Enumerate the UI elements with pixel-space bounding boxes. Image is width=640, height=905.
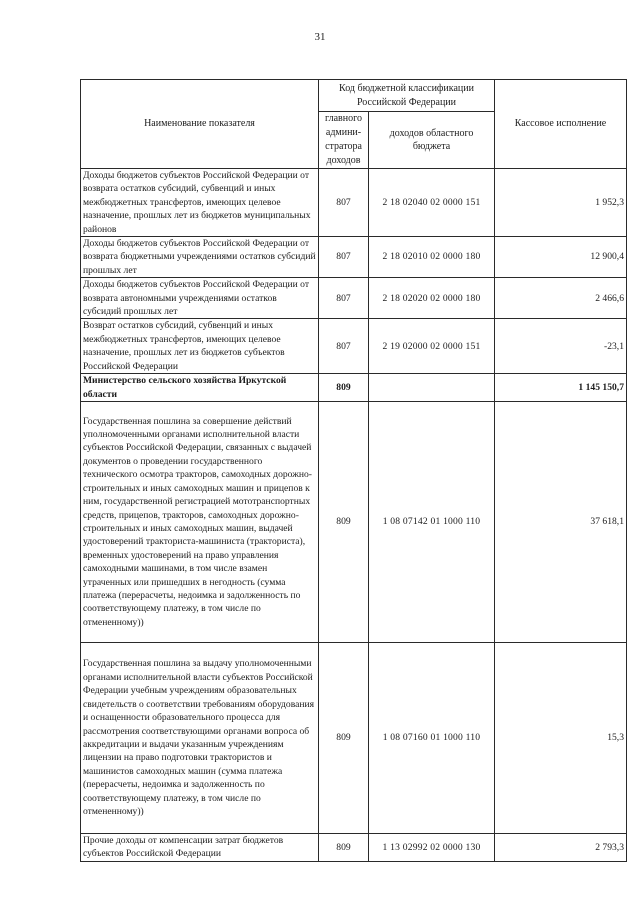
row-name: Доходы бюджетов субъектов Российской Федерации от возврата автономными учреждениями остатков субсидий прошлых лет: [81, 278, 319, 319]
row-amount: -23,1: [495, 319, 627, 374]
table-row: [81, 833, 627, 861]
row-budget-code: [369, 374, 495, 402]
row-amount: 2 466,6: [495, 278, 627, 319]
row-name: Министерство сельского хозяйства Иркутской области: [81, 374, 319, 402]
row-admin-code: 809: [319, 642, 369, 833]
table-row-ministry: [81, 374, 627, 402]
row-admin-code: 807: [319, 169, 369, 237]
row-budget-code: 2 18 02010 02 0000 180: [369, 237, 495, 278]
row-admin-code: 807: [319, 278, 369, 319]
row-amount: 1 145 150,7: [495, 374, 627, 402]
row-amount: 1 952,3: [495, 169, 627, 237]
row-budget-code: 1 08 07142 01 1000 110: [369, 401, 495, 642]
row-amount: 2 793,3: [495, 833, 627, 861]
row-admin-code: 809: [319, 374, 369, 402]
table-row: [81, 278, 627, 319]
header-code-group: Код бюджетной классификации Российской Федерации: [319, 80, 495, 112]
row-admin-code: 807: [319, 237, 369, 278]
header-code: доходов областного бюджета: [369, 112, 495, 169]
row-admin-code: 809: [319, 401, 369, 642]
header-admin: главного админи-стратора доходов: [319, 112, 369, 169]
row-amount: 37 618,1: [495, 401, 627, 642]
row-budget-code: 2 19 02000 02 0000 151: [369, 319, 495, 374]
row-admin-code: 807: [319, 319, 369, 374]
header-amount: Кассовое исполнение: [495, 80, 627, 169]
row-amount: 15,3: [495, 642, 627, 833]
table-row: [81, 642, 627, 833]
row-name: Доходы бюджетов субъектов Российской Федерации от возврата остатков субсидий, субвенций и иных межбюджетных трансфертов, имеющих целевое назначение, прошлых лет из бюджетов муниципальных районов: [81, 169, 319, 237]
row-name: Государственная пошлина за выдачу уполномоченными органами исполнительной власти субъектов Российской Федерации учебным учреждениям образовательных свидетельств о соответствии требованиям оборудования и оснащенности образовательного процесса для рассмотрения соответствующими органами вопроса об аккредитации и выдачи указанным учреждениям лицензии на право подготовки трактористов и машинистов самоходных машин (сумма платежа (перерасчеты, недоимка и задолженность по соответствующему платежу, в том числе по отмененному)): [81, 642, 319, 833]
table-row: [81, 169, 627, 237]
row-budget-code: 1 08 07160 01 1000 110: [369, 642, 495, 833]
row-amount: 12 900,4: [495, 237, 627, 278]
row-budget-code: 1 13 02992 02 0000 130: [369, 833, 495, 861]
row-name: Возврат остатков субсидий, субвенций и иных межбюджетных трансфертов, имеющих целевое назначение, прошлых лет из бюджетов субъектов Российской Федерации: [81, 319, 319, 374]
table-row: [81, 237, 627, 278]
header-name: Наименование показателя: [81, 80, 319, 169]
table-row: [81, 319, 627, 374]
row-name: Государственная пошлина за совершение действий уполномоченными органами исполнительной власти субъектов Российской Федерации, связанных с выдачей документов о проведении государственного технического осмотра тракторов, самоходных дорожно-строительных и иных самоходных машин и прицепов к ним, государственной регистрацией мототранспортных средств, прицепов, тракторов, самоходных дорожно-строительных и иных самоходных машин, выдачей удостоверений тракториста-машиниста (тракториста), временных удостоверений на право управления самоходными машинами, в том числе взамен утраченных или пришедших в негодность (сумма платежа (перерасчеты, недоимка и задолженность по соответствующему платежу, в том числе по отмененному)): [81, 401, 319, 642]
row-admin-code: 809: [319, 833, 369, 861]
row-name: Доходы бюджетов субъектов Российской Федерации от возврата бюджетными учреждениями остатков субсидий прошлых лет: [81, 237, 319, 278]
row-budget-code: 2 18 02040 02 0000 151: [369, 169, 495, 237]
table-row: [81, 401, 627, 642]
page-number: 31: [314, 31, 326, 43]
row-budget-code: 2 18 02020 02 0000 180: [369, 278, 495, 319]
row-name: Прочие доходы от компенсации затрат бюджетов субъектов Российской Федерации: [81, 833, 319, 861]
budget-revenue-table: [80, 79, 627, 862]
